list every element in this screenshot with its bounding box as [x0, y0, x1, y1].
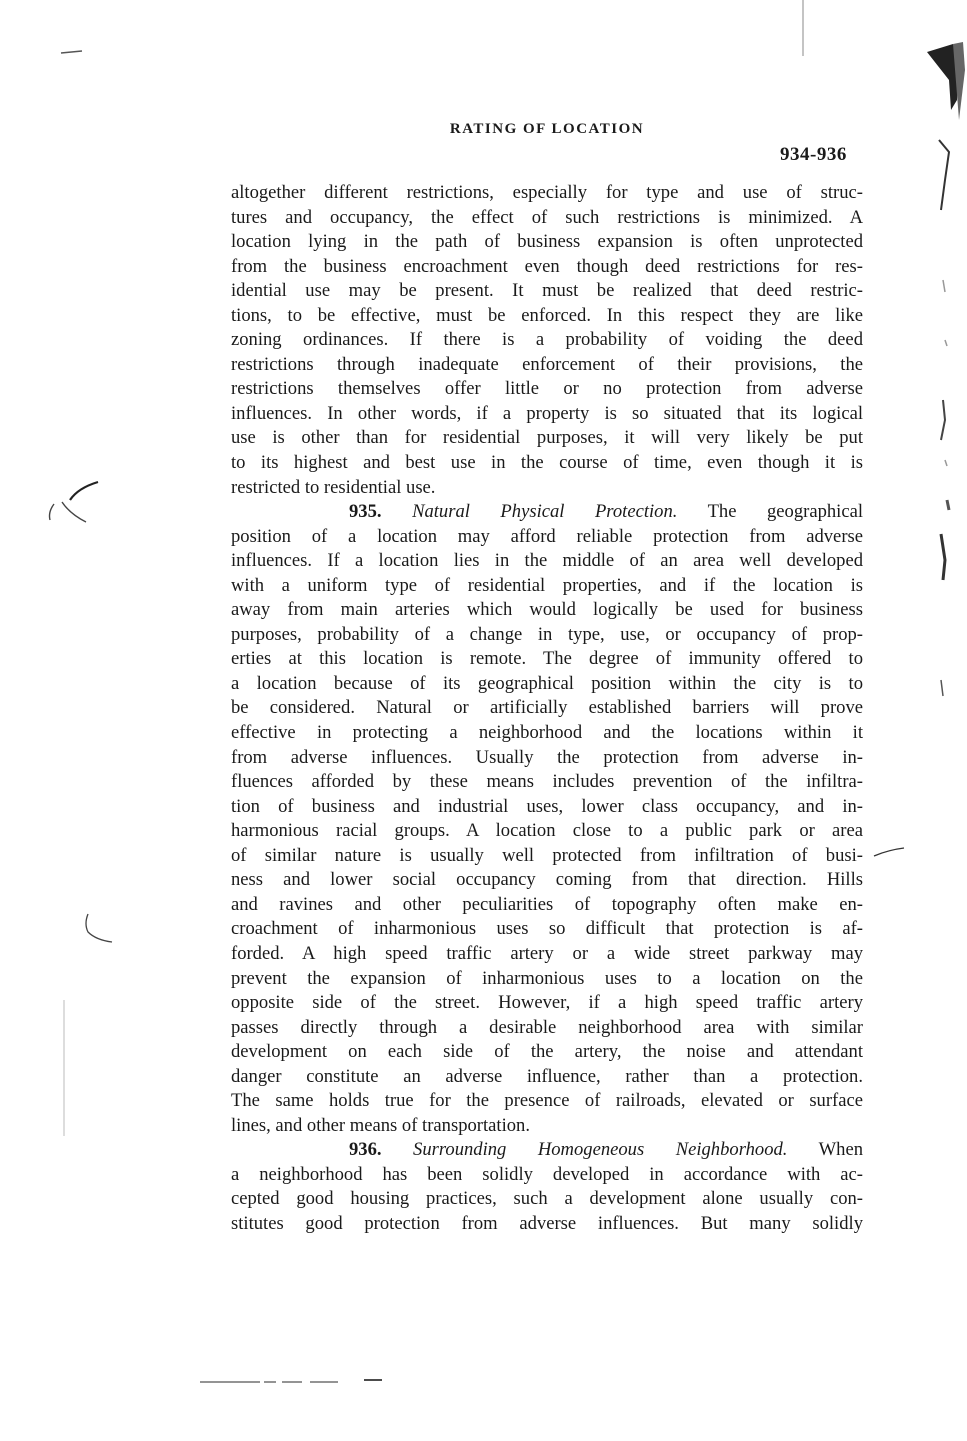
text-line: restricted to residential use. [231, 476, 436, 498]
text-line: development on each side of the artery, the noise and attendant [231, 1041, 863, 1063]
text-line: influences. In other words, if a property is so situated that its logical [231, 402, 863, 424]
section-range: 934-936 [780, 144, 847, 165]
running-head: RATING OF LOCATION [449, 121, 645, 137]
text-line: erties at this location is remote. The degree of immunity offered to [231, 648, 863, 670]
text-line: passes directly through a desirable neighborhood area with similar [231, 1016, 863, 1038]
text-line: position of a location may afford reliable protection from adverse [231, 525, 863, 547]
text-line: and ravines and other peculiarities of topography often make en- [231, 893, 863, 915]
text-line: The same holds true for the presence of railroads, elevated or surface [231, 1090, 863, 1112]
section-935 [231, 500, 863, 1138]
scan-mark-bottom-line [198, 1376, 388, 1386]
text-line: from adverse influences. Usually the protection from adverse in- [231, 746, 863, 768]
section-title: Natural Physical Protection. [412, 501, 678, 523]
scan-mark-top-line [798, 0, 808, 60]
pencil-dash-mark [872, 846, 906, 860]
text-fragment: When [818, 1139, 863, 1161]
text-line: tions, to be effective, must be enforced. In this respect they are like [231, 304, 863, 326]
text-line: altogether different restrictions, especially for type and use of struc- [231, 182, 863, 203]
section-heading-line [231, 1138, 863, 1163]
text-line: of similar nature is usually well protected from infiltration of busi- [231, 844, 863, 866]
text-line: cepted good housing practices, such a development alone usually con- [231, 1188, 863, 1210]
text-line: zoning ordinances. If there is a probability of voiding the deed [231, 329, 863, 351]
text-line: a neighborhood has been solidly developed in accordance with ac- [231, 1163, 863, 1185]
text-line: use is other than for residential purposes, it will very likely be put [231, 427, 863, 449]
text-line: away from main arteries which would logically be used for business [231, 599, 863, 621]
text-line: croachment of inharmonious uses so difficult that protection is af- [231, 918, 863, 940]
section-number: 936. [349, 1139, 382, 1161]
text-line: restrictions through inadequate enforcement of their provisions, the [231, 353, 863, 375]
page-body [231, 181, 863, 1237]
text-line: influences. If a location lies in the middle of an area well developed [231, 550, 863, 572]
text-line: effective in protecting a neighborhood and the locations within it [231, 722, 863, 744]
scan-mark-top-left [60, 48, 84, 56]
text-line: opposite side of the street. However, if a high speed traffic artery [231, 992, 863, 1014]
paragraph-continuation [231, 181, 863, 500]
text-line: idential use may be present. It must be realized that deed restric- [231, 280, 863, 302]
text-line: stitutes good protection from adverse influences. But many solidly [231, 1212, 863, 1234]
section-title: Surrounding Homogeneous Neighborhood. [413, 1139, 788, 1161]
text-line: restrictions themselves offer little or no protection from adverse [231, 378, 863, 400]
text-line: location lying in the path of business expansion is often unprotected [231, 231, 863, 253]
text-line: forded. A high speed traffic artery or a wide street parkway may [231, 942, 863, 964]
text-line: a location because of its geographical position within the city is to [231, 672, 863, 694]
scanned-page-edge [905, 40, 967, 1140]
pencil-bracket-mark [82, 910, 122, 950]
text-line: lines, and other means of transportation. [231, 1114, 530, 1136]
text-line: purposes, probability of a change in type, use, or occupancy of prop- [231, 623, 863, 645]
section-number: 935. [349, 501, 382, 523]
text-line: harmonious racial groups. A location close to a public park or area [231, 820, 863, 842]
section-heading-line [231, 500, 863, 525]
text-line: from the business encroachment even though deed restrictions for res- [231, 255, 863, 277]
text-line: danger constitute an adverse influence, rather than a protection. [231, 1065, 863, 1087]
text-line: be considered. Natural or artificially established barriers will prove [231, 697, 863, 719]
text-line: to its highest and best use in the course of time, even though it is [231, 452, 863, 474]
text-line: prevent the expansion of inharmonious uses to a location on the [231, 967, 863, 989]
text-line: ness and lower social occupancy coming from that direction. Hills [231, 869, 863, 891]
text-line: with a uniform type of residential properties, and if the location is [231, 574, 863, 596]
text-fragment: The geographical [707, 501, 864, 523]
text-line: fluences afforded by these means includes prevention of the infiltra- [231, 771, 863, 793]
text-line: tures and occupancy, the effect of such restrictions is minimized. A [231, 206, 863, 228]
scan-mark-left-margin [60, 1000, 68, 1140]
section-936 [231, 1138, 863, 1236]
text-line: tion of business and industrial uses, lower class occupancy, and in- [231, 795, 863, 817]
pencil-checkmark [40, 480, 100, 528]
